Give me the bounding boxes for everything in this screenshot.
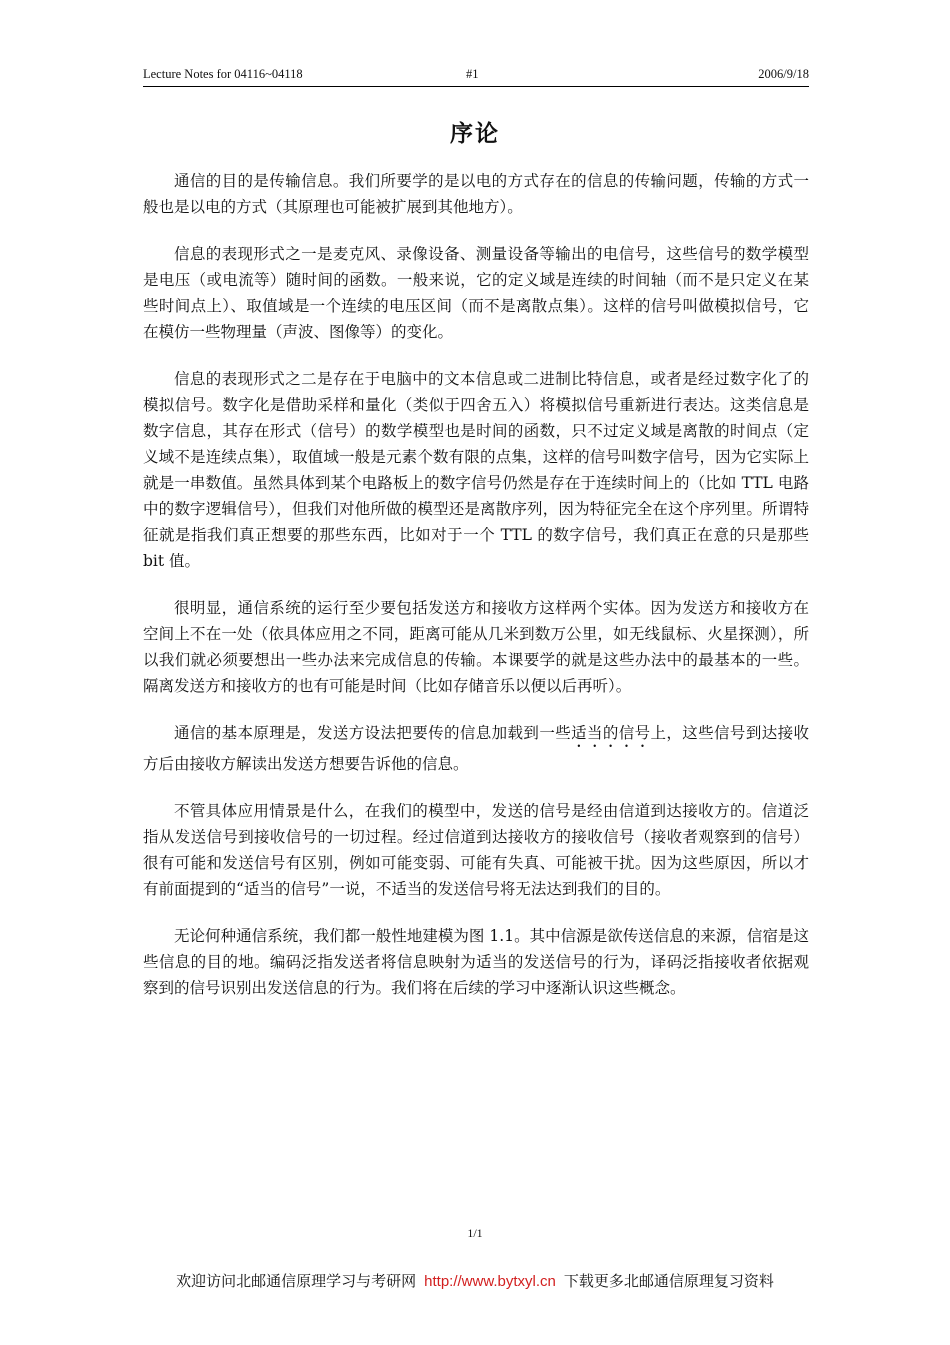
header-date: 2006/9/18 bbox=[758, 67, 809, 81]
paragraph-7: 无论何种通信系统，我们都一般性地建模为图 1.1。其中信源是欲传送信息的来源，信宿是这些信息的目的地。编码泛指发送者将信息映射为适当的发送信号的行为，译码泛指接收者依据观察到的信号识别出发送信息的行为。我们将在后续的学习中逐渐认识这些概念。 bbox=[143, 927, 809, 997]
header-lecture-number: #1 bbox=[466, 67, 479, 81]
paragraph-5 bbox=[143, 720, 809, 777]
paragraph-4: 很明显，通信系统的运行至少要包括发送方和接收方这样两个实体。因为发送方和接收方在空间上不在一处（依具体应用之不同，距离可能从几米到数万公里，如无线鼠标、火星探测），所以我们就必须要想出一些办法来完成信息的传输。本课要学的就是这些办法中的最基本的一些。隔离发送方和接收方的也有可能是时间（比如存储音乐以便以后再听）。 bbox=[143, 599, 809, 695]
footer-right-text: 下载更多北邮通信原理复习资料 bbox=[563, 1272, 774, 1290]
page-header bbox=[143, 66, 809, 87]
paragraph-1: 通信的目的是传输信息。我们所要学的是以电的方式存在的信息的传输问题，传输的方式一般也是以电的方式（其原理也可能被扩展到其他地方）。 bbox=[143, 172, 809, 216]
document-body bbox=[143, 168, 809, 1022]
page-title: 序论 bbox=[450, 121, 500, 147]
paragraph-3: 信息的表现形式之二是存在于电脑中的文本信息或二进制比特信息，或者是经过数字化了的模拟信号。数字化是借助采样和量化（类似于四舍五入）将模拟信号重新进行表达。这类信息是数字信息，其存在形式（信号）的数学模型也是时间的函数，只不过定义域是离散的时间点（定义域不是连续点集），取值域一般是元素个数有限的点集，这样的信号叫数字信号，因为它实际上就是一串数值。虽然具体到某个电路板上的数字信号仍然是存在于连续时间上的（比如 TTL 电路中的数字逻辑信号），但我们对他所做的模型还是离散序列，因为特征完全在这个序列里。所谓特征就是指我们真正想要的那些东西，比如对于一个 TTL 的数字信号，我们真正在意的只是那些 bit 值。 bbox=[143, 370, 809, 570]
page-footer bbox=[0, 1270, 950, 1291]
paragraph-5-after: 上，这些信号到达接收方后由接收方解读出发送方想要告诉他的信息。 bbox=[143, 724, 809, 773]
header-course-title: Lecture Notes for 04116~04118 bbox=[143, 67, 303, 81]
paragraph-6: 不管具体应用情景是什么，在我们的模型中，发送的信号是经由信道到达接收方的。信道泛指从发送信号到接收信号的一切过程。经过信道到达接收方的接收信号（接收者观察到的信号）很有可能和发送信号有区别，例如可能变弱、可能有失真、可能被干扰。因为这些原因，所以才有前面提到的“适当的信号”一说，不适当的发送信号将无法达到我们的目的。 bbox=[143, 802, 809, 898]
paragraph-5-before: 通信的基本原理是，发送方设法把要传的信息加载到一些 bbox=[174, 724, 572, 742]
paragraph-5-emphasis: 适当的信号 bbox=[571, 724, 651, 742]
paragraph-2: 信息的表现形式之一是麦克风、录像设备、测量设备等输出的电信号，这些信号的数学模型是电压（或电流等）随时间的函数。一般来说，它的定义域是连续的时间轴（而不是只定义在某些时间点上）、取值域是一个连续的电压区间（而不是离散点集）。这样的信号叫做模拟信号，它在模仿一些物理量（声波、图像等）的变化。 bbox=[143, 245, 809, 341]
footer-left-text: 欢迎访问北邮通信原理学习与考研网 bbox=[176, 1272, 417, 1290]
footer-website-link[interactable]: http://www.bytxyl.cn bbox=[424, 1273, 556, 1290]
page-number: 1/1 bbox=[467, 1226, 483, 1240]
